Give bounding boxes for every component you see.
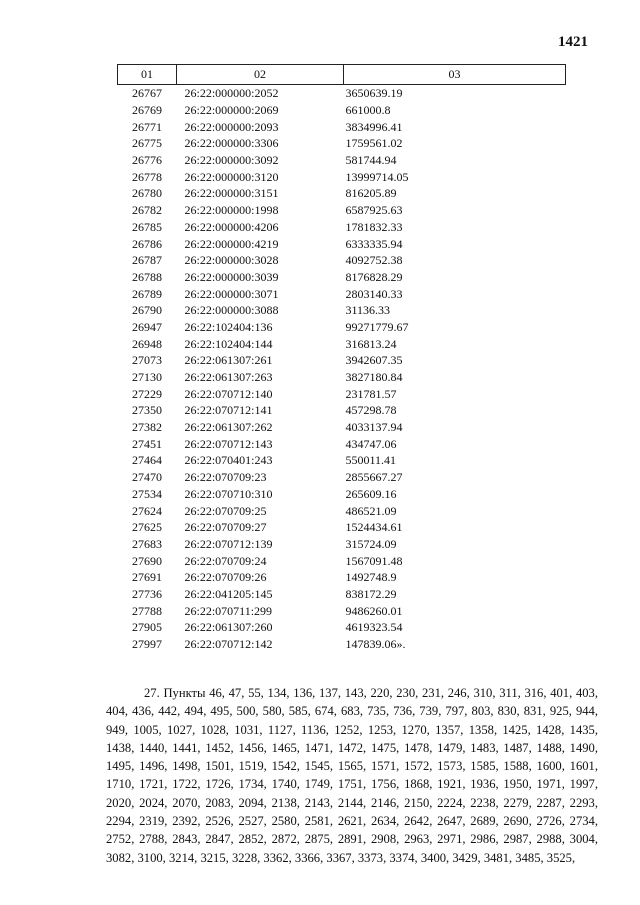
table-row (118, 85, 566, 102)
value-cell: 3650639.19 (345, 86, 403, 101)
cadastral-number-cell: 26:22:000000:4206 (184, 219, 279, 234)
row-number-cell: 26775 (132, 136, 162, 151)
row-number-cell: 26947 (132, 319, 162, 334)
table-header (118, 65, 566, 85)
row-number-cell: 27382 (132, 420, 162, 435)
row-number-cell: 26778 (132, 169, 162, 184)
cadastral-number-cell: 26:22:000000:4219 (184, 236, 279, 251)
cadastral-number-cell: 26:22:000000:3028 (184, 253, 279, 268)
value-cell: 486521.09 (345, 503, 397, 518)
table-row (118, 285, 566, 302)
row-number-cell: 26785 (132, 219, 162, 234)
value-cell: 1759561.02 (345, 136, 403, 151)
cadastral-number-cell: 26:22:000000:3092 (184, 153, 279, 168)
value-cell: 2803140.33 (345, 286, 403, 301)
value-cell: 99271779.67 (345, 319, 409, 334)
table-row (118, 619, 566, 636)
value-cell: 581744.94 (345, 153, 397, 168)
cadastral-number-cell: 26:22:070401:243 (184, 453, 273, 468)
value-cell: 4033137.94 (345, 420, 403, 435)
value-cell: 4619323.54 (345, 620, 403, 635)
table-row (118, 519, 566, 536)
table-row (118, 219, 566, 236)
value-cell: 816205.89 (345, 186, 397, 201)
table-row (118, 352, 566, 369)
value-cell: 9486260.01 (345, 603, 403, 618)
cadastral-number-cell: 26:22:070709:25 (184, 503, 267, 518)
value-cell: 8176828.29 (345, 269, 403, 284)
row-number-cell: 27624 (132, 503, 162, 518)
value-cell: 3834996.41 (345, 119, 403, 134)
table-row (118, 319, 566, 336)
cadastral-number-cell: 26:22:000000:2052 (184, 86, 279, 101)
table-row (118, 402, 566, 419)
row-number-cell: 26788 (132, 269, 162, 284)
cadastral-number-cell: 26:22:000000:2093 (184, 119, 279, 134)
table-row (118, 452, 566, 469)
value-cell: 4092752.38 (345, 253, 403, 268)
row-number-cell: 27073 (132, 353, 162, 368)
table-row (118, 185, 566, 202)
cadastral-number-cell: 26:22:061307:260 (184, 620, 273, 635)
row-number-cell: 27470 (132, 470, 162, 485)
row-number-cell: 27534 (132, 486, 162, 501)
table-row (118, 586, 566, 603)
table-row (118, 486, 566, 503)
table-row (118, 152, 566, 169)
cadastral-number-cell: 26:22:000000:1998 (184, 203, 279, 218)
row-number-cell: 26780 (132, 186, 162, 201)
cadastral-number-cell: 26:22:102404:144 (184, 336, 273, 351)
cadastral-number-cell: 26:22:070709:24 (184, 553, 267, 568)
cadastral-number-cell: 26:22:061307:263 (184, 370, 273, 385)
value-cell: 550011.41 (345, 453, 397, 468)
table-row (118, 569, 566, 586)
value-cell: 1567091.48 (345, 553, 403, 568)
table-row (118, 235, 566, 252)
cadastral-number-cell: 26:22:070712:139 (184, 536, 273, 551)
cadastral-number-cell: 26:22:102404:136 (184, 319, 273, 334)
cadastral-number-cell: 26:22:061307:262 (184, 420, 273, 435)
row-number-cell: 26767 (132, 86, 162, 101)
table-row (118, 536, 566, 553)
table-row (118, 269, 566, 286)
row-number-cell: 27229 (132, 386, 162, 401)
row-number-cell: 26771 (132, 119, 162, 134)
table-row (118, 636, 566, 653)
table-body (118, 85, 566, 653)
table-row (118, 252, 566, 269)
cadastral-number-cell: 26:22:000000:3088 (184, 303, 279, 318)
value-cell: 31136.33 (345, 303, 391, 318)
row-number-cell: 26790 (132, 303, 162, 318)
column-header-03: 03 (344, 65, 566, 85)
cadastral-number-cell: 26:22:000000:3151 (184, 186, 279, 201)
page-number: 1421 (558, 34, 588, 50)
row-number-cell: 26782 (132, 203, 162, 218)
cadastral-number-cell: 26:22:070709:26 (184, 570, 267, 585)
row-number-cell: 27464 (132, 453, 162, 468)
row-number-cell: 27788 (132, 603, 162, 618)
value-cell: 315724.09 (345, 536, 397, 551)
cadastral-number-cell: 26:22:070709:23 (184, 470, 267, 485)
cadastral-number-cell: 26:22:070712:140 (184, 386, 273, 401)
row-number-cell: 27683 (132, 536, 162, 551)
row-number-cell: 26776 (132, 153, 162, 168)
value-cell: 2855667.27 (345, 470, 403, 485)
table-row (118, 335, 566, 352)
table-row (118, 102, 566, 119)
value-cell: 3942607.35 (345, 353, 403, 368)
cadastral-number-cell: 26:22:000000:3071 (184, 286, 279, 301)
value-cell: 661000.8 (345, 103, 391, 118)
value-cell: 3827180.84 (345, 370, 403, 385)
value-cell: 6333335.94 (345, 236, 403, 251)
row-number-cell: 27625 (132, 520, 162, 535)
table-row (118, 168, 566, 185)
value-cell: 838172.29 (345, 586, 397, 601)
table-row (118, 435, 566, 452)
value-cell: 231781.57 (345, 386, 397, 401)
value-cell: 13999714.05 (345, 169, 409, 184)
row-number-cell: 27130 (132, 370, 162, 385)
cadastral-number-cell: 26:22:041205:145 (184, 586, 273, 601)
row-number-cell: 27690 (132, 553, 162, 568)
table-row (118, 385, 566, 402)
table-row (118, 552, 566, 569)
cadastral-number-cell: 26:22:000000:3039 (184, 269, 279, 284)
cadastral-number-cell: 26:22:070712:142 (184, 637, 273, 652)
table-row (118, 118, 566, 135)
value-cell: 147839.06». (345, 637, 406, 652)
row-number-cell: 27691 (132, 570, 162, 585)
table-row (118, 602, 566, 619)
cadastral-number-cell: 26:22:070712:143 (184, 436, 273, 451)
value-cell: 316813.24 (345, 336, 397, 351)
cadastral-number-cell: 26:22:000000:3306 (184, 136, 279, 151)
cadastral-number-cell: 26:22:061307:261 (184, 353, 273, 368)
row-number-cell: 26789 (132, 286, 162, 301)
table-row (118, 502, 566, 519)
row-number-cell: 26786 (132, 236, 162, 251)
value-cell: 457298.78 (345, 403, 397, 418)
cadastral-number-cell: 26:22:070711:299 (184, 603, 273, 618)
table-row (118, 469, 566, 486)
table-row (118, 202, 566, 219)
data-table (117, 64, 566, 652)
cadastral-number-cell: 26:22:070712:141 (184, 403, 273, 418)
value-cell: 265609.16 (345, 486, 397, 501)
cadastral-number-cell: 26:22:000000:2069 (184, 103, 279, 118)
row-number-cell: 27997 (132, 637, 162, 652)
row-number-cell: 27736 (132, 586, 162, 601)
cadastral-number-cell: 26:22:070709:27 (184, 520, 267, 535)
column-header-02: 02 (177, 65, 344, 85)
value-cell: 6587925.63 (345, 203, 403, 218)
value-cell: 1781832.33 (345, 219, 403, 234)
row-number-cell: 26769 (132, 103, 162, 118)
row-number-cell: 27350 (132, 403, 162, 418)
row-number-cell: 27905 (132, 620, 162, 635)
row-number-cell: 26787 (132, 253, 162, 268)
table-row (118, 302, 566, 319)
column-header-01: 01 (118, 65, 177, 85)
table-row (118, 419, 566, 436)
table-row (118, 369, 566, 386)
value-cell: 434747.06 (345, 436, 397, 451)
cadastral-number-cell: 26:22:000000:3120 (184, 169, 279, 184)
value-cell: 1524434.61 (345, 520, 403, 535)
cadastral-number-cell: 26:22:070710:310 (184, 486, 273, 501)
body-paragraph: 27. Пункты 46, 47, 55, 134, 136, 137, 143, 220, 230, 231, 246, 310, 311, 316, 401, 403, 404, 436, 442, 494, 495, 500, 580, 585, 674, 683, 735, 736, 739, 797, 803, 830, 831, 925, 944, 949, 1005, 1027, 1028, 1031, 1127, 1136, 1252, 1253, 1270, 1357, 1358, 1425, 1428, 1435, 1438, 1440, 1441, 1452, 1456, 1465, 1471, 1472, 1475, 1478, 1479, 1483, 1487, 1488, 1490, 1495, 1496, 1498, 1501, 1519, 1542, 1545, 1565, 1571, 1572, 1573, 1585, 1588, 1600, 1601, 1710, 1721, 1722, 1726, 1734, 1740, 1749, 1751, 1756, 1868, 1921, 1936, 1950, 1971, 1997, 2020, 2024, 2070, 2083, 2094, 2138, 2143, 2144, 2146, 2150, 2224, 2238, 2279, 2287, 2293, 2294, 2319, 2392, 2526, 2527, 2580, 2581, 2621, 2634, 2642, 2647, 2689, 2690, 2726, 2734, 2752, 2788, 2843, 2847, 2852, 2872, 2875, 2891, 2908, 2963, 2971, 2986, 2987, 2988, 3004, 3082, 3100, 3214, 3215, 3228, 3362, 3366, 3367, 3373, 3374, 3400, 3429, 3481, 3485, 3525, (106, 686, 598, 865)
row-number-cell: 26948 (132, 336, 162, 351)
row-number-cell: 27451 (132, 436, 162, 451)
value-cell: 1492748.9 (345, 570, 397, 585)
table-row (118, 135, 566, 152)
